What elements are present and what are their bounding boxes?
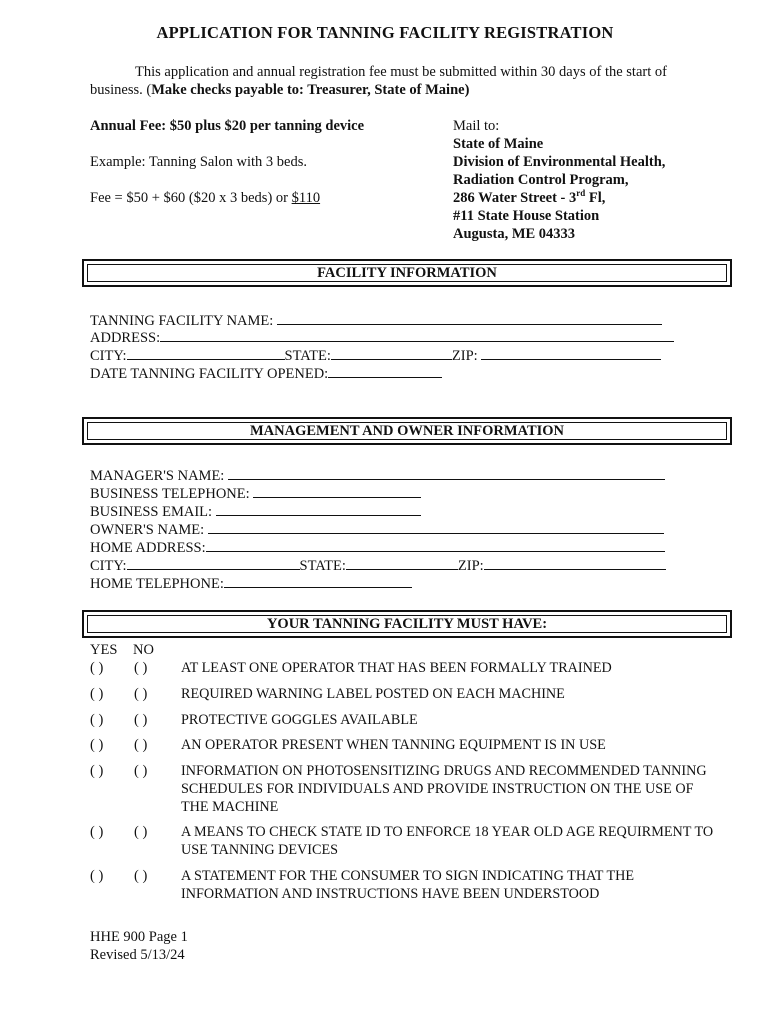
requirements-heading: YOUR TANNING FACILITY MUST HAVE:	[87, 615, 727, 633]
facility-opened-field[interactable]	[328, 364, 442, 378]
mail-line-2: Division of Environmental Health,	[453, 154, 666, 170]
fee-calculation: Fee = $50 + $60 ($20 x 3 beds) or $110	[90, 190, 321, 206]
facility-name-field[interactable]	[277, 311, 662, 325]
requirement-text: A MEANS TO CHECK STATE ID TO ENFORCE 18 YEAR OLD AGE REQUIRMENT TO USE TANNING DEVICES	[181, 824, 714, 858]
business-email-field[interactable]	[216, 502, 421, 516]
yes-checkbox[interactable]: ( )	[90, 763, 104, 779]
yes-checkbox[interactable]: ( )	[90, 868, 104, 884]
revision-date: Revised 5/13/24	[90, 947, 185, 963]
home-zip-field[interactable]	[484, 556, 666, 570]
requirement-text: AT LEAST ONE OPERATOR THAT HAS BEEN FORMALLY TRAINED	[181, 660, 612, 676]
business-email-row: BUSINESS EMAIL:	[90, 502, 421, 521]
home-city-state-zip-row: CITY: STATE: ZIP:	[90, 556, 666, 575]
home-phone-row: HOME TELEPHONE:	[90, 574, 412, 593]
home-address-field[interactable]	[206, 538, 665, 552]
manager-name-field[interactable]	[228, 466, 665, 480]
no-checkbox[interactable]: ( )	[134, 824, 148, 840]
facility-opened-row: DATE TANNING FACILITY OPENED:	[90, 364, 442, 383]
yes-checkbox[interactable]: ( )	[90, 660, 104, 676]
requirement-text: PROTECTIVE GOGGLES AVAILABLE	[181, 712, 418, 728]
yes-column-header: YES	[90, 642, 118, 658]
requirement-text: AN OPERATOR PRESENT WHEN TANNING EQUIPMENT IS IN USE	[181, 737, 606, 753]
intro-text: This application and annual registration fee must be submitted within 30 days of the start of business. (	[90, 64, 667, 98]
no-column-header: NO	[133, 642, 154, 658]
owner-name-field[interactable]	[208, 520, 664, 534]
annual-fee: Annual Fee: $50 plus $20 per tanning device	[90, 118, 365, 134]
facility-address-row: ADDRESS:	[90, 328, 674, 347]
fee-total: $110	[291, 190, 321, 206]
form-number: HHE 900 Page 1	[90, 929, 188, 945]
owner-name-row: OWNER'S NAME:	[90, 520, 664, 539]
yes-checkbox[interactable]: ( )	[90, 824, 104, 840]
facility-address-field[interactable]	[160, 328, 674, 342]
manager-name-row: MANAGER'S NAME:	[90, 466, 665, 485]
facility-zip-field[interactable]	[481, 346, 661, 360]
no-checkbox[interactable]: ( )	[134, 868, 148, 884]
no-checkbox[interactable]: ( )	[134, 660, 148, 676]
mail-line-4: 286 Water Street - 3rd Fl,	[453, 188, 606, 206]
no-checkbox[interactable]: ( )	[134, 737, 148, 753]
facility-info-heading: FACILITY INFORMATION	[87, 264, 727, 282]
intro-paragraph	[90, 63, 710, 99]
facility-name-row: TANNING FACILITY NAME:	[90, 311, 662, 330]
facility-city-state-zip-row: CITY: STATE: ZIP:	[90, 346, 661, 365]
mail-line-3: Radiation Control Program,	[453, 172, 629, 188]
yes-checkbox[interactable]: ( )	[90, 737, 104, 753]
home-address-row: HOME ADDRESS:	[90, 538, 665, 557]
fee-example: Example: Tanning Salon with 3 beds.	[90, 154, 307, 170]
form-title: APPLICATION FOR TANNING FACILITY REGISTRATION	[156, 23, 614, 42]
requirement-text: REQUIRED WARNING LABEL POSTED ON EACH MACHINE	[181, 686, 565, 702]
mail-line-6: Augusta, ME 04333	[453, 226, 576, 242]
home-state-field[interactable]	[346, 556, 458, 570]
yes-checkbox[interactable]: ( )	[90, 712, 104, 728]
facility-info-banner	[82, 259, 732, 287]
home-phone-field[interactable]	[224, 574, 412, 588]
management-owner-heading: MANAGEMENT AND OWNER INFORMATION	[87, 422, 727, 440]
business-phone-field[interactable]	[253, 484, 421, 498]
intro-payable-to: Make checks payable to: Treasurer, State of Maine)	[151, 82, 470, 98]
requirements-banner	[82, 610, 732, 638]
no-checkbox[interactable]: ( )	[134, 712, 148, 728]
business-phone-row: BUSINESS TELEPHONE:	[90, 484, 421, 503]
home-city-field[interactable]	[127, 556, 300, 570]
management-owner-banner	[82, 417, 732, 445]
no-checkbox[interactable]: ( )	[134, 763, 148, 779]
requirement-text: INFORMATION ON PHOTOSENSITIZING DRUGS AND RECOMMENDED TANNING SCHEDULES FOR INDIVIDUALS AND PROVIDE INSTRUCTION ON THE USE OF THE MACHINE	[181, 763, 707, 815]
facility-city-field[interactable]	[127, 346, 285, 360]
mail-line-5: #11 State House Station	[453, 208, 600, 224]
yes-checkbox[interactable]: ( )	[90, 686, 104, 702]
mail-to-label: Mail to:	[453, 118, 500, 134]
no-checkbox[interactable]: ( )	[134, 686, 148, 702]
mail-line-1: State of Maine	[453, 136, 544, 152]
facility-state-field[interactable]	[331, 346, 452, 360]
requirement-text: A STATEMENT FOR THE CONSUMER TO SIGN INDICATING THAT THE INFORMATION AND INSTRUCTIONS HAVE BEEN UNDERSTOOD	[181, 868, 635, 902]
